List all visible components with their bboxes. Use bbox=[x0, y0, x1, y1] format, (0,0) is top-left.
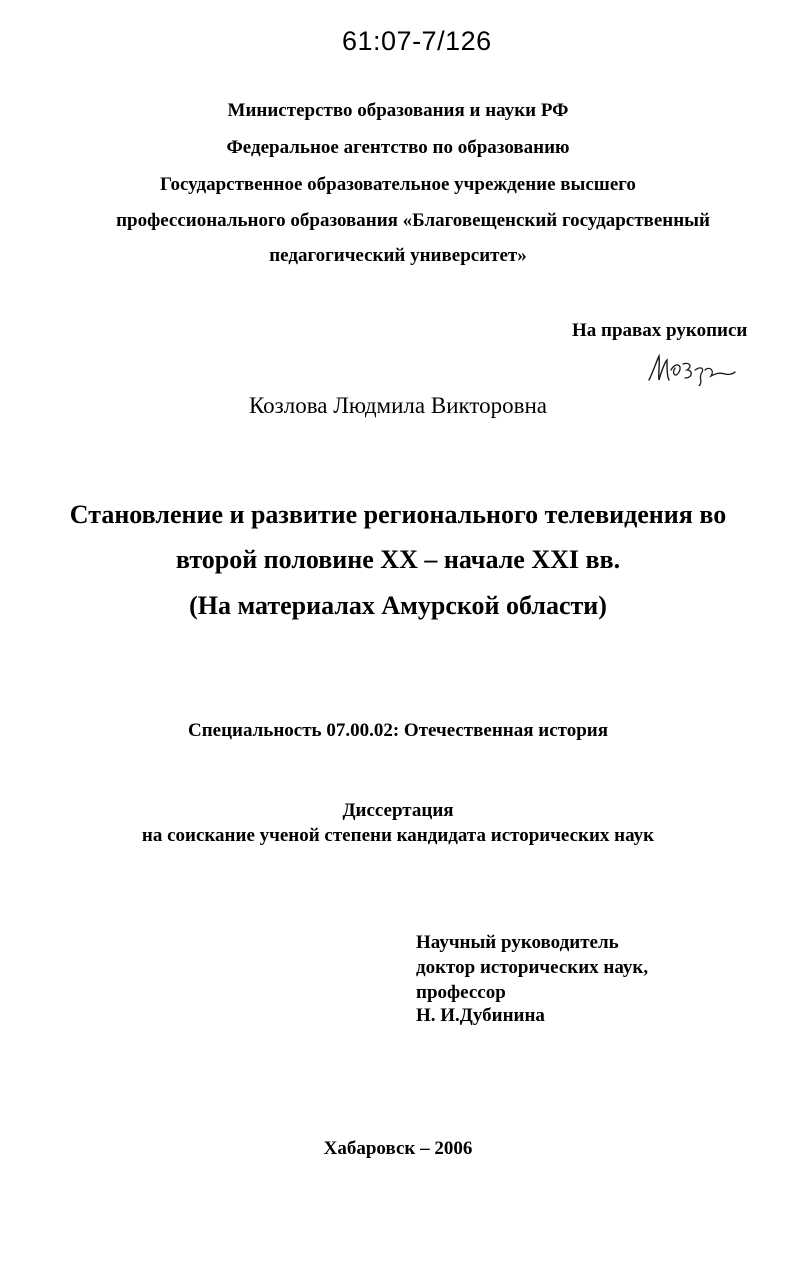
institution-line: Федеральное агентство по образованию bbox=[226, 137, 570, 158]
supervisor-line: профессор bbox=[416, 982, 506, 1003]
handwritten-signature bbox=[645, 350, 737, 386]
archive-code: 61:07-7/126 bbox=[342, 26, 492, 56]
dissertation-label: Диссертация bbox=[342, 800, 454, 821]
supervisor-line: доктор исторических наук, bbox=[416, 957, 649, 978]
manuscript-rights-label: На правах рукописи bbox=[572, 320, 748, 341]
supervisor-line: Научный руководитель bbox=[416, 932, 619, 953]
institution-line: педагогический университет» bbox=[269, 245, 527, 266]
degree-purpose: на соискание ученой степени кандидата исторических наук bbox=[141, 825, 655, 846]
city-year: Хабаровск – 2006 bbox=[323, 1138, 473, 1159]
institution-line: Государственное образовательное учреждение высшего bbox=[160, 174, 636, 195]
institution-line: профессионального образования «Благовещенский государственный bbox=[116, 210, 710, 231]
title-line: (На материалах Амурской области) bbox=[189, 591, 607, 620]
title-line: второй половине XX – начале XXI вв. bbox=[175, 545, 621, 574]
supervisor-name: Н. И.Дубинина bbox=[416, 1005, 545, 1026]
institution-line: Министерство образования и науки РФ bbox=[227, 100, 569, 121]
author-name: Козлова Людмила Викторовна bbox=[248, 393, 548, 418]
specialty: Специальность 07.00.02: Отечественная история bbox=[187, 720, 609, 741]
title-line: Становление и развитие регионального телевидения во bbox=[69, 500, 727, 529]
